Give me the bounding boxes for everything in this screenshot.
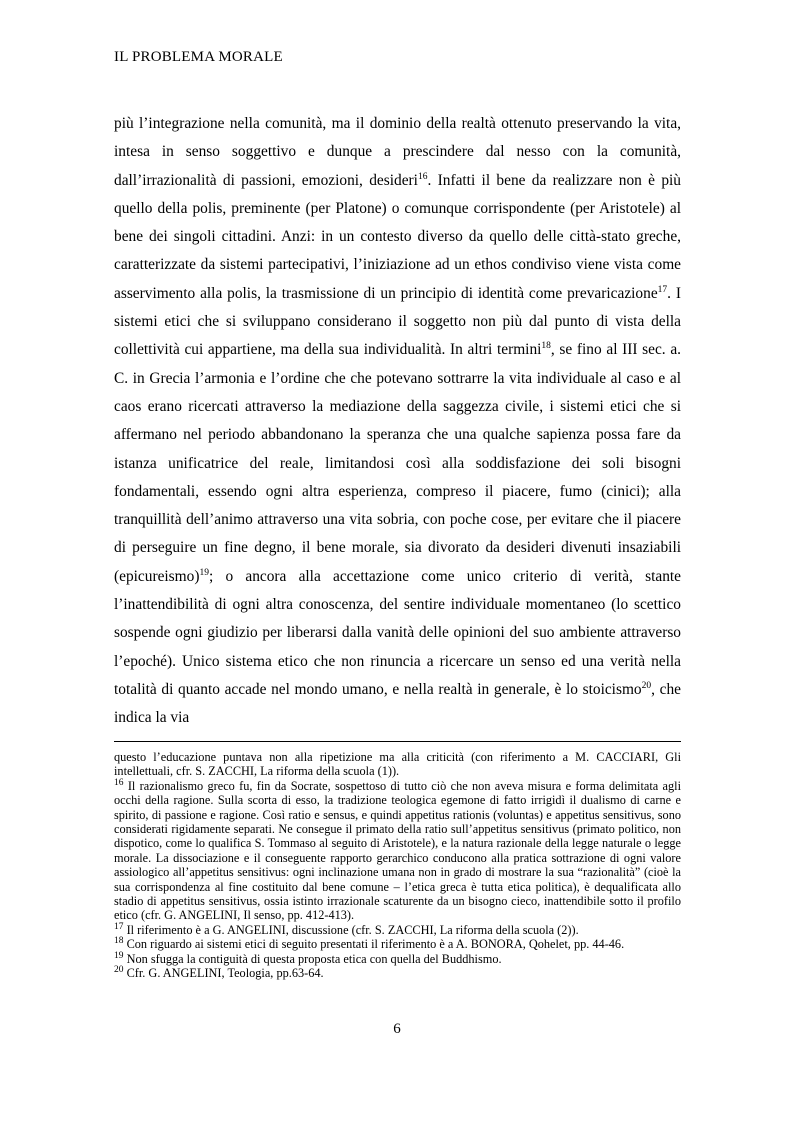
footnote-continued: questo l’educazione puntava non alla ripetizione ma alla criticità (con riferimento a M. CACCIARI, Gli intellettuali, cfr. S. ZACCHI, La riforma della scuola (1)).: [114, 750, 681, 779]
footnote-16: [114, 779, 681, 923]
footnote-separator: [114, 741, 681, 742]
footnote-ref-18[interactable]: 18: [541, 341, 551, 352]
footnote-text: Il razionalismo greco fu, fin da Socrate, sospettoso di tutto ciò che non aveva misura e forma delimitata agli occhi della ragione. Sulla scorta di esso, la tradizione teologica egemone di fatto irrigidì il dualismo di carne e spirito, di passione e ragione. Così ratio e sensus, e quindi appetitus rationis (voluntas) e appetitus sensitivus, sono considerati rigidamente separati. Ne consegue il primato della ratio sull’appetitus sensitivus (primato politico, non dispotico, come lo qualifica S. Tommaso al seguito di Aristotele), e la natura razionale della legge naturale o legge morale. La dissociazione e il conseguente rapporto gerarchico conducono alla pratica sottrazione di ogni valore assiologico all’appetitus sensitivus: ogni inclinazione umana non in grado di mostrare la sua “razionalità” (cioè la sua corrispondenza al fine costituito dal bene comune – l’etica greca è tutta etica politica), è dequalificata allo stadio di appetitus sensitivus, ossia istinto irrazionale scaturente da un bisogno cieco, inattendibile sotto il profilo etico (cfr. G. ANGELINI, Il senso, pp. 412-413).: [114, 778, 681, 923]
footnote-ref-17[interactable]: 17: [657, 284, 668, 295]
footnote-number: 20: [114, 965, 124, 975]
body-text: ; o ancora alla accettazione come unico criterio di verità, stante l’inattendibilità di ogni altra conoscenza, del sentire individuale momentaneo (lo scettico sospende ogni giudizio per liberarsi dalla vanità delle opinioni del suo ambiente attraverso l’epoché). Unico sistema etico che non rinuncia a ricercare un senso ed una verità nella totalità di quanto accade nel mondo umano, e nella realtà in generale, è lo stoicismo: [114, 567, 681, 698]
footnote-19: [114, 952, 681, 966]
body-text: più l’integrazione nella comunità, ma il dominio della realtà ottenuto preservando la vita, intesa in senso soggettivo e dunque a prescindere dal nesso con la comunità, dall’irrazionalità di passioni, emozioni, desideri: [114, 115, 681, 189]
footnote-20: [114, 966, 681, 980]
footnote-ref-16[interactable]: 16: [417, 171, 428, 182]
footnote-18: [114, 937, 681, 951]
footnote-number: 16: [114, 777, 124, 788]
footnote-17: [114, 923, 681, 937]
footnote-number: 18: [114, 936, 124, 947]
footnote-ref-19[interactable]: 19: [199, 567, 209, 578]
footnote-number: 17: [114, 921, 124, 932]
footnote-text: Con riguardo ai sistemi etici di seguito presentati il riferimento è a A. BONORA, Qohelet, pp. 44-46.: [123, 937, 625, 952]
running-header: IL PROBLEMA MORALE: [114, 49, 283, 65]
footnote-text: Non sfugga la contiguità di questa proposta etica con quella del Buddhismo.: [123, 951, 502, 966]
footnote-text: Cfr. G. ANGELINI, Teologia, pp.63-64.: [123, 966, 324, 981]
footnote-text: Il riferimento è a G. ANGELINI, discussione (cfr. S. ZACCHI, La riforma della scuola (2)).: [123, 922, 579, 937]
body-paragraph: [114, 110, 681, 733]
footnotes: [114, 750, 681, 981]
body-text: . Infatti il bene da realizzare non è più quello della polis, preminente (per Platone) o comunque corrispondente (per Aristotele) al bene dei singoli cittadini. Anzi: in un contesto diverso da quello delle città-stato greche, caratterizzate da sistemi partecipativi, l’iniziazione ad un ethos condiviso viene vista come asservimento alla polis, la trasmissione di un principio di identità come prevaricazione: [114, 171, 681, 302]
body-text: , che indica la via: [114, 680, 681, 727]
footnote-number: 19: [114, 950, 124, 961]
body-text: , se fino al III sec. a. C. in Grecia l’armonia e l’ordine che che potevano sottrarre la vita individuale al caso e al caos erano ricercati attraverso la mediazione della saggezza civile, i sistemi etici che si affermano nel periodo abbandonano la speranza che una qualche sapienza possa fare da istanza unificatrice del reale, limitandosi così alla soddisfazione dei soli bisogni fondamentali, essendo ogni altra esperienza, compreso il piacere, fumo (cinici); alla tranquillità dell’animo attraverso una vita sobria, con poche cose, per evitare che il piacere di perseguire un fine degno, il bene morale, sia divorato da desideri divenuti insaziabili (epicureismo): [114, 341, 681, 585]
page-number: 6: [393, 1021, 401, 1037]
footnote-ref-20[interactable]: 20: [641, 680, 652, 691]
body-text: . I sistemi etici che si sviluppano considerano il soggetto non più dal punto di vista della collettività cui appartiene, ma della sua individualità. In altri termini: [114, 284, 681, 359]
